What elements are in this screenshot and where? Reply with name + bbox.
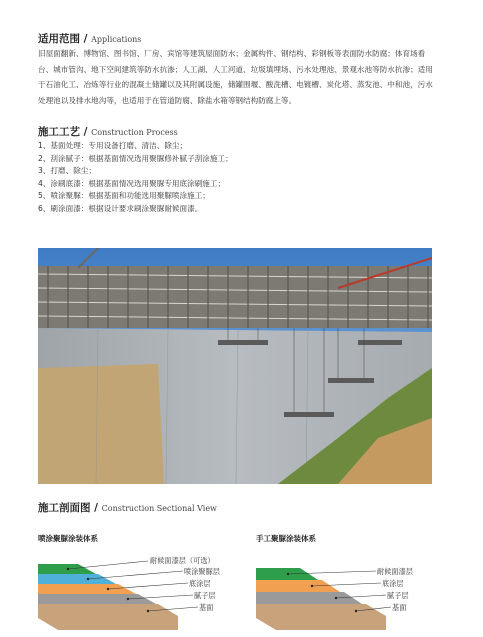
putty-layer [256,592,362,604]
layer-label: 底涂层 [382,579,404,588]
layer-label: 喷涂聚脲层 [184,567,220,576]
applications-title-zh: 适用范围 [38,33,80,45]
primer-layer [38,584,136,594]
layer-label: 耐候面漆层 [377,567,413,576]
process-step: 5、喷涂聚脲：根据基面和功能选用聚脲喷涂施工； [38,191,210,200]
layer-label: 腻子层 [387,591,409,600]
primer-layer [256,580,340,592]
process-step: 2、刮涂腻子：根据基面情况选用聚脲修补腻子刮涂施工； [38,153,233,163]
putty-layer [38,594,156,604]
manual-layer-stack [256,556,456,630]
layer-label: 腻子层 [194,591,216,600]
process-step: 6、刷涂面漆：根据设计要求刷涂聚脲耐候面漆。 [38,203,203,213]
process-step: 1、基面处理：专用设备打磨、清洁、除尘； [38,141,188,150]
manual-system-title: 手工聚脲涂装体系 [256,534,316,543]
spray-system-diagram [38,556,238,630]
applications-title: 适用范围 / Applications [38,33,142,45]
layer-label: 基面 [199,603,214,612]
substrate-layer [38,604,178,630]
process-step: 4、涂刷底漆：根据基面情况选用聚脲专用底涂刷施工； [38,178,226,188]
applications-body: 旧屋面翻新、博物馆、图书馆、厂房、宾馆等建筑屋面防水；金属构件、钢结构、彩钢板等表面防水防腐；体育场看台、城市管沟、地下空间建筑等防水抗渗；人工湖、人工河道、垃圾填埋场、污水处理池、景观水池等防水抗渗；适用于石油化工、冶炼等行业的混凝土储罐以及其附属设施，储罐围堰、酸洗槽、电镀槽、炭化塔、蒸发池、中和池，污水处理池以及排水地沟等，也适用于在管道防腐、除盐水箱等钢结构防腐上等。 [38,49,433,105]
process-step: 3、打磨、除尘； [38,166,96,175]
process-title-zh: 施工工艺 [38,126,80,138]
process-steps [38,140,233,215]
layer-label: 底涂层 [189,579,211,588]
manual-system-diagram [256,556,456,630]
applications-title-en: Applications [91,35,142,44]
construction-site-photo [38,248,432,484]
process-title: 施工工艺 / Construction Process [38,126,178,138]
substrate-layer [256,604,386,630]
spray-system-title: 喷涂聚脲涂装体系 [38,534,98,543]
process-title-en: Construction Process [91,128,178,137]
section-view-title: 施工剖面图 / Construction Sectional View [38,502,217,514]
construction-site-illustration [38,248,432,484]
section-view-title-en: Construction Sectional View [101,504,217,513]
layer-label: 基面 [392,603,407,612]
layer-label: 耐候面漆层（可选） [150,556,215,565]
polyurea-layer [38,574,116,584]
section-view-title-zh: 施工剖面图 [38,502,91,514]
